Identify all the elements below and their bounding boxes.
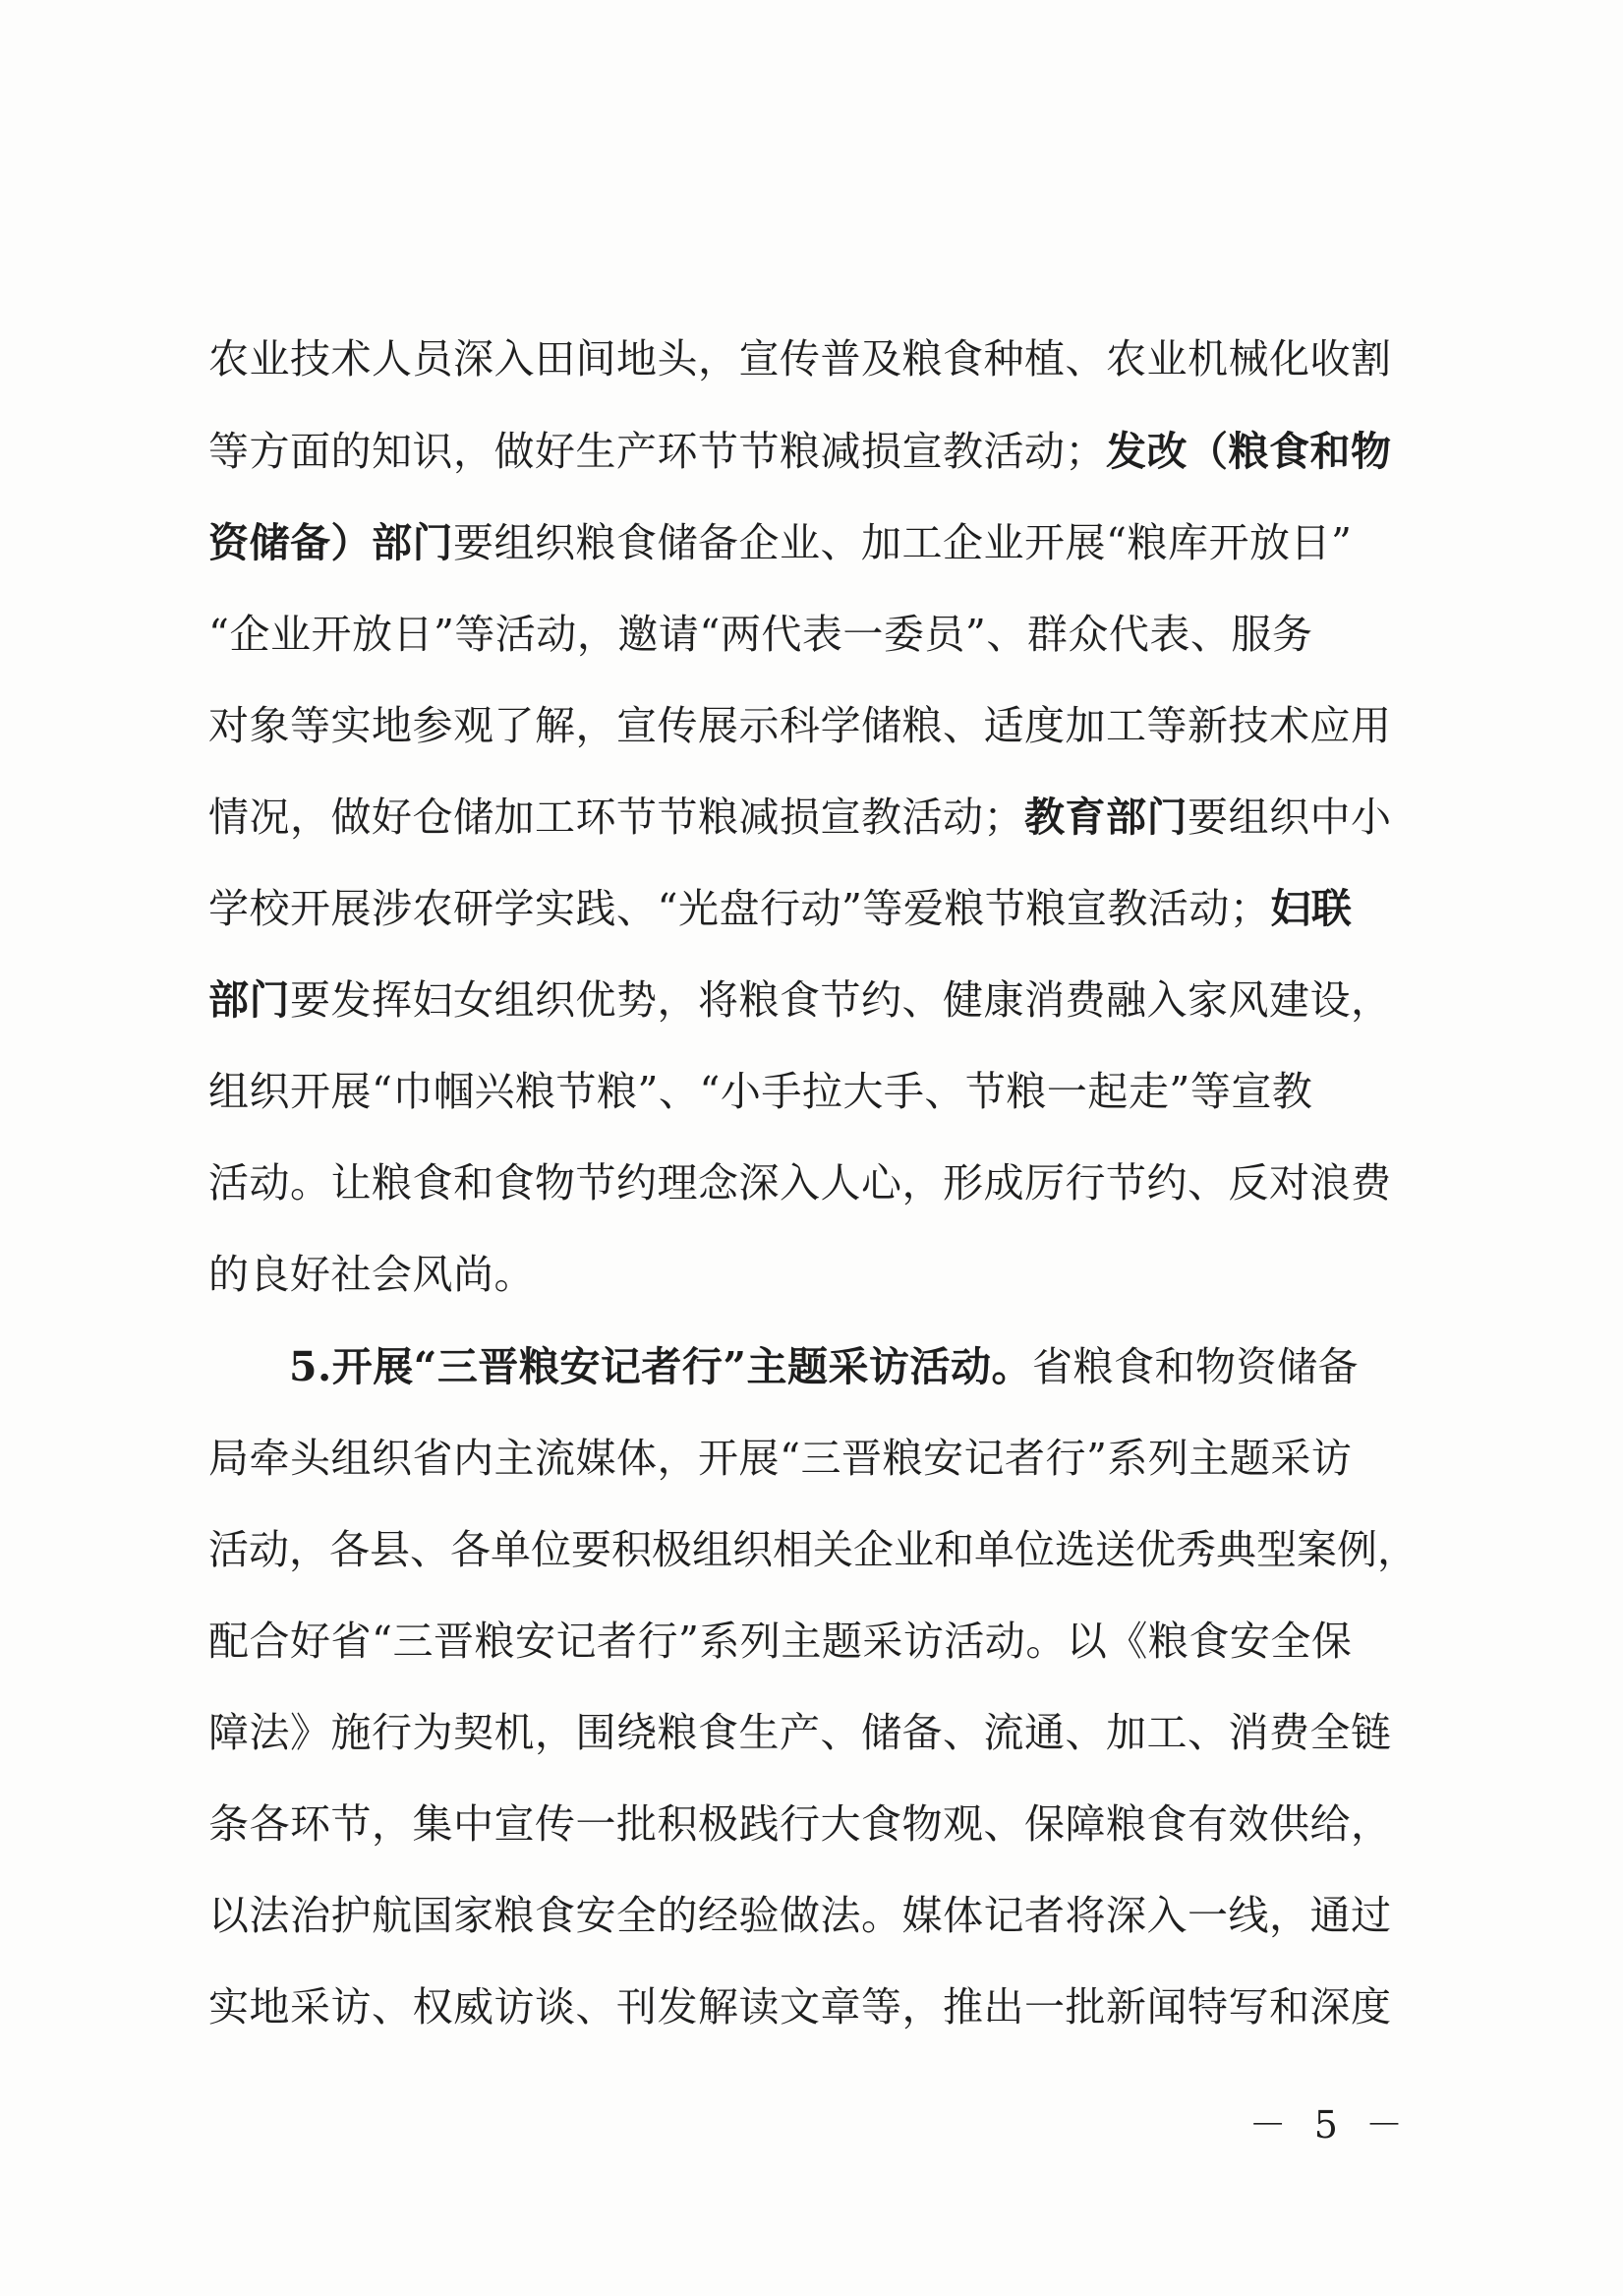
paragraph-line — [208, 422, 1392, 481]
paragraph-line: 活动。让粮食和食物节约理念深入人心，形成厉行节约、反对浪费 — [208, 1159, 1392, 1207]
text-normal: 情况，做好仓储加工环节节粮减损宣教活动； — [208, 794, 1024, 841]
text-normal: 等方面的知识，做好生产环节节粮减损宣教活动； — [208, 428, 1106, 475]
text-normal: 要组织粮食储备企业、加工企业开展“粮库开放日” — [453, 519, 1353, 566]
paragraph-line — [208, 971, 1392, 1030]
paragraph-line — [208, 879, 1352, 938]
paragraph-line: 配合好省“三晋粮安记者行”系列主题采访活动。以《粮食安全保 — [208, 1618, 1353, 1665]
paragraph-line: 活动，各县、各单位要积极组织相关企业和单位选送优秀典型案例， — [208, 1526, 1418, 1573]
text-bold-department: 发改（粮食和物 — [1106, 428, 1392, 475]
paragraph-line: 以法治护航国家粮食安全的经验做法。媒体记者将深入一线，通过 — [208, 1892, 1392, 1939]
section-heading: 5.开展“三晋粮安记者行”主题采访活动。 — [289, 1343, 1032, 1390]
text-bold-department: 妇联 — [1270, 885, 1353, 932]
text-normal: 要组织中小 — [1188, 794, 1392, 841]
paragraph-line — [289, 1337, 1359, 1396]
text-normal: 学校开展涉农研学实践、“光盘行动”等爱粮节粮宣教活动； — [208, 885, 1271, 932]
page-number: － 5 － — [1248, 2103, 1411, 2147]
paragraph-line — [208, 788, 1392, 847]
paragraph-line — [208, 513, 1352, 572]
paragraph-line: 实地采访、权威访谈、刊发解读文章等，推出一批新闻特写和深度 — [208, 1983, 1392, 2031]
paragraph-line: 障法》施行为契机，围绕粮食生产、储备、流通、加工、消费全链 — [208, 1709, 1392, 1756]
paragraph-line: 农业技术人员深入田间地头，宣传普及粮食种植、农业机械化收割 — [208, 335, 1392, 383]
text-normal: 要发挥妇女组织优势，将粮食节约、健康消费融入家风建设， — [290, 976, 1392, 1024]
paragraph-line: 组织开展“巾帼兴粮节粮”、“小手拉大手、节粮一起走”等宣教 — [208, 1068, 1313, 1115]
text-bold-department: 教育部门 — [1024, 794, 1188, 841]
text-normal: 省粮食和物资储备 — [1031, 1343, 1359, 1390]
paragraph-line: 对象等实地参观了解，宣传展示科学储粮、适度加工等新技术应用 — [208, 702, 1392, 749]
text-bold-department: 部门 — [208, 976, 290, 1024]
paragraph-line: 条各环节，集中宣传一批积极践行大食物观、保障粮食有效供给， — [208, 1800, 1392, 1848]
paragraph-line: 局牵头组织省内主流媒体，开展“三晋粮安记者行”系列主题采访 — [208, 1435, 1353, 1482]
text-bold-department: 资储备）部门 — [208, 519, 453, 566]
paragraph-line: “企业开放日”等活动，邀请“两代表一委员”、群众代表、服务 — [208, 611, 1313, 658]
paragraph-line: 的良好社会风尚。 — [208, 1251, 535, 1298]
